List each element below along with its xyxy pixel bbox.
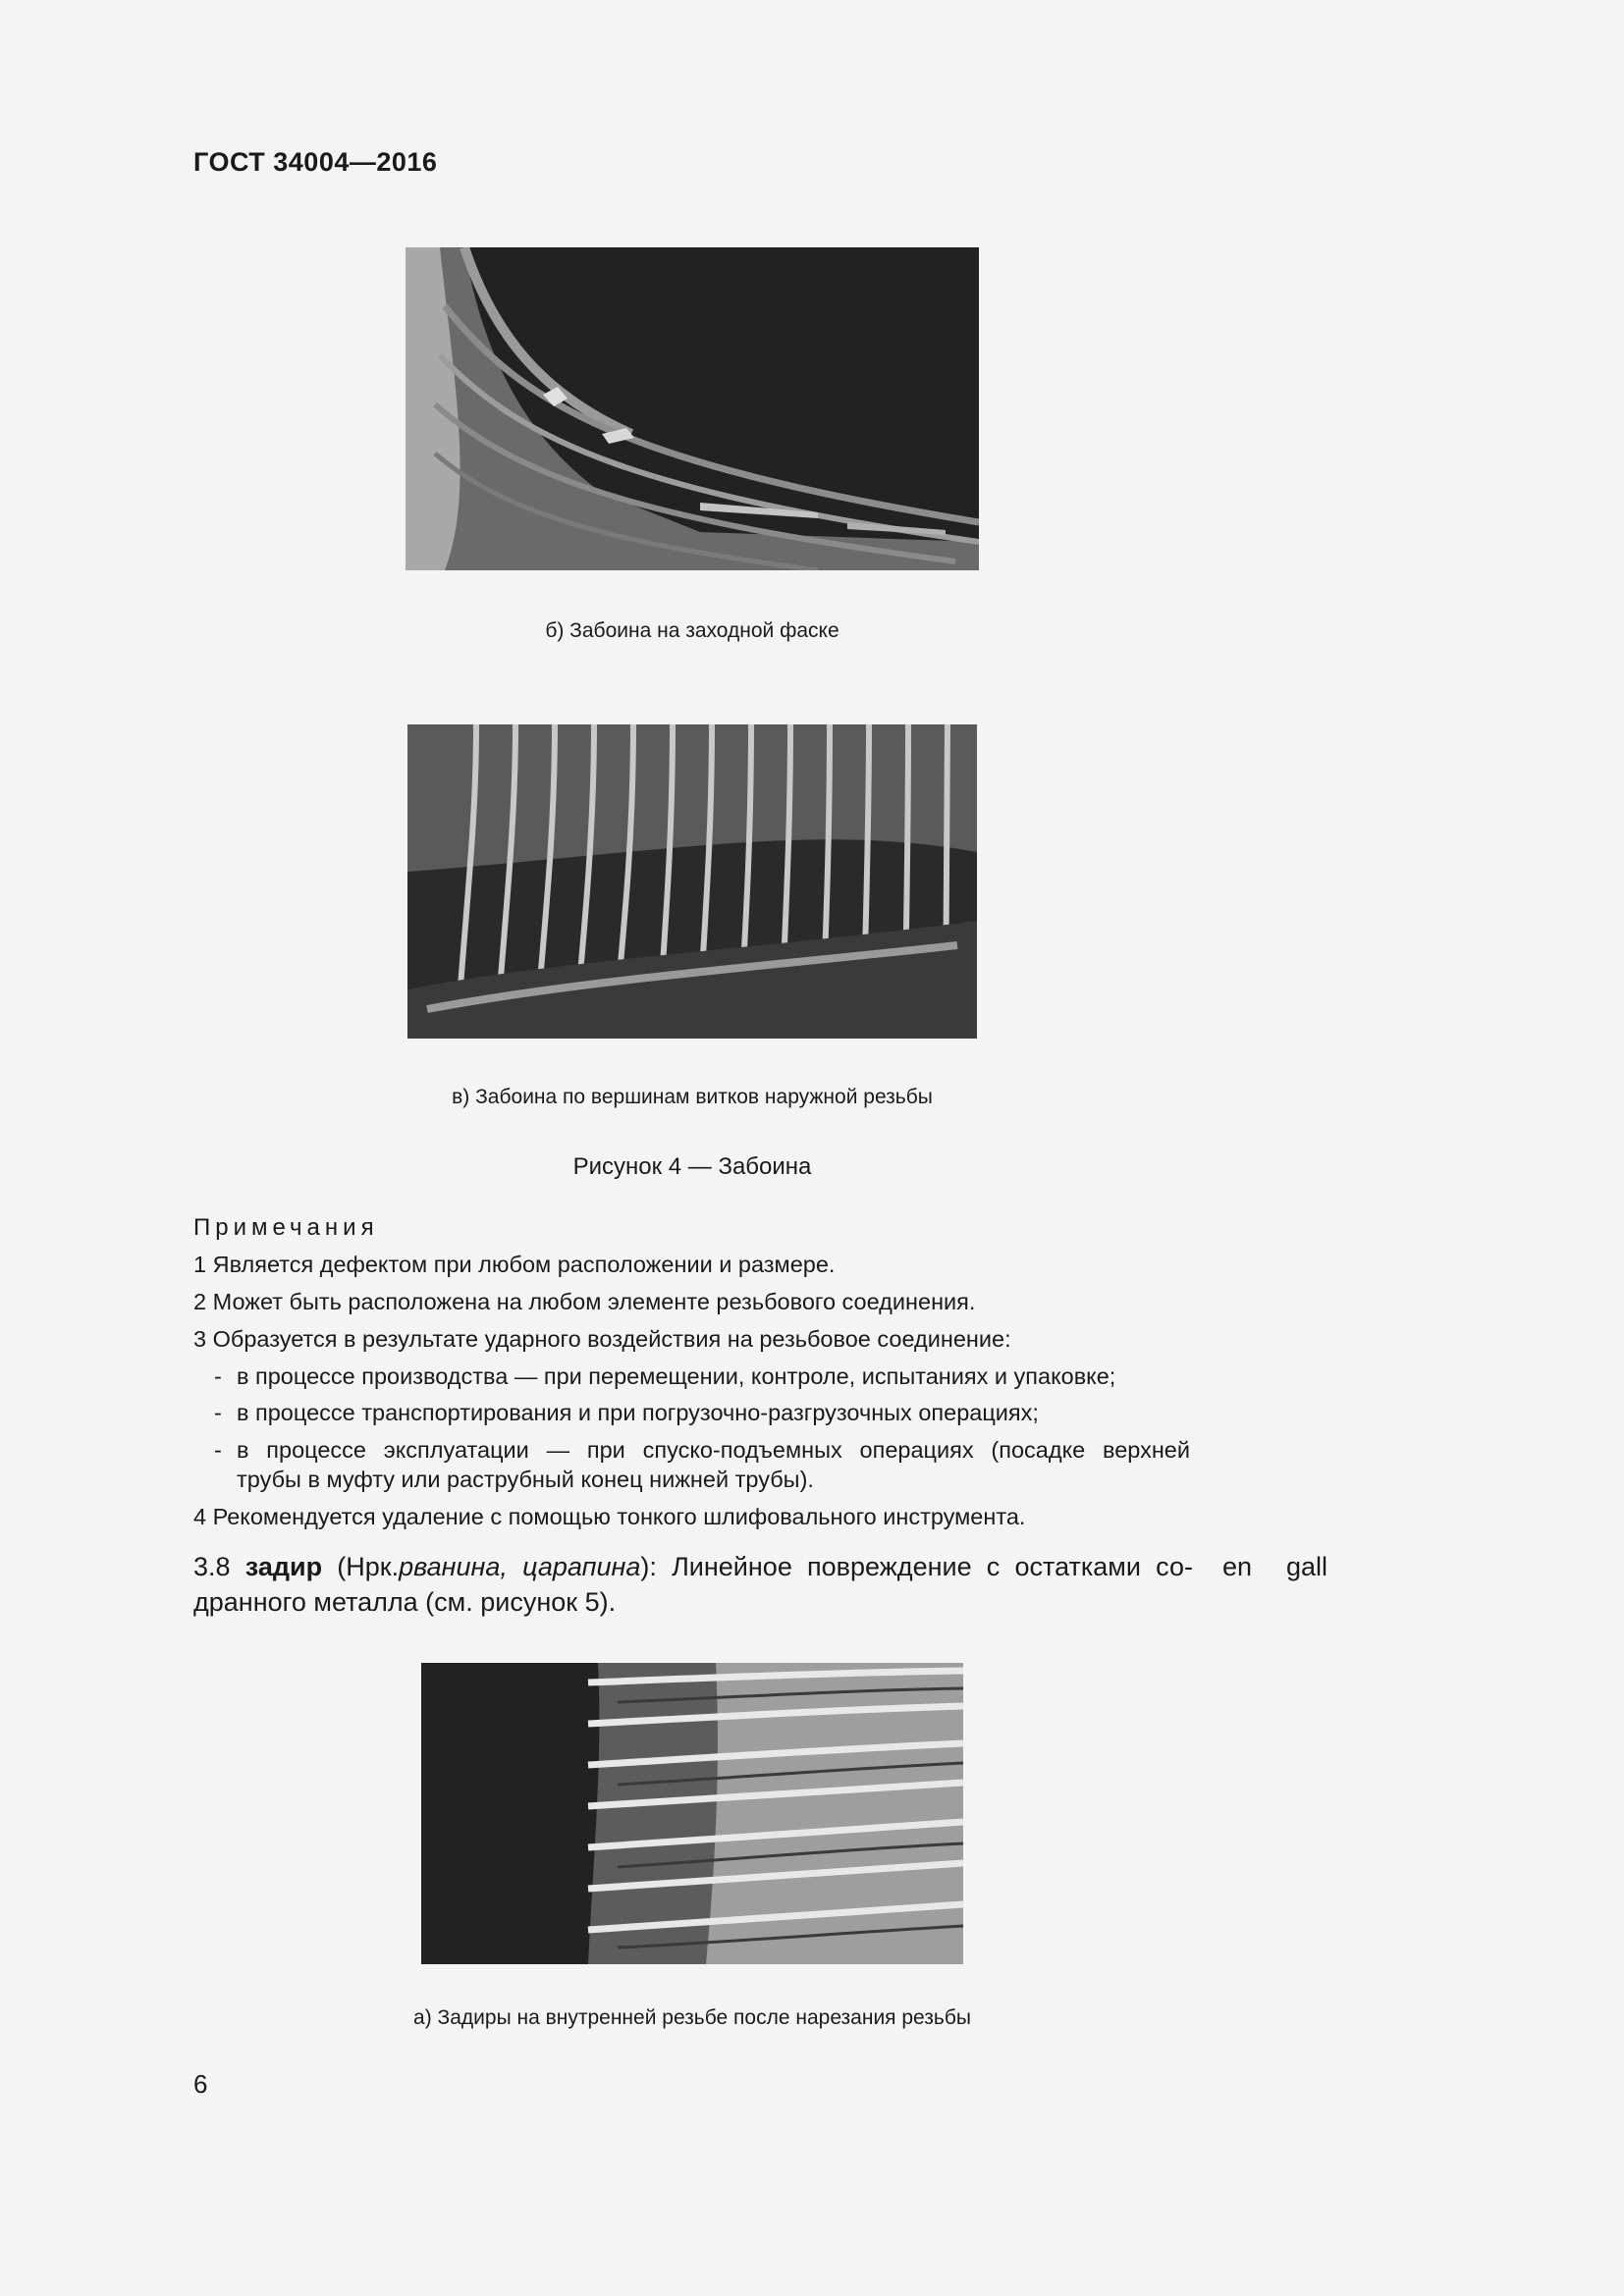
definition-paren-close: ): (640, 1552, 657, 1581)
figure-4b-caption: б) Забоина на заходной фаске (545, 619, 839, 642)
note-2: 2 Может быть расположена на любом элементе резьбового соединения. (193, 1289, 976, 1314)
page-number: 6 (193, 2069, 208, 2099)
note-3-item-3-continuation: трубы в муфту или раструбный конец нижней трубы). (237, 1467, 814, 1492)
definition-text-line1: Линейное повреждение с остатками со- (672, 1552, 1193, 1581)
english-term: gall (1286, 1552, 1328, 1581)
dash-marker: - (214, 1400, 222, 1425)
notes-heading: Примечания (193, 1214, 379, 1241)
note-1: 1 Является дефектом при любом расположении и размере. (193, 1252, 836, 1277)
definition-paren-open: (Нрк. (337, 1552, 400, 1581)
note-3: 3 Образуется в результате ударного воздействия на резьбовое соединение: (193, 1326, 1011, 1352)
note-3-item-1: в процессе производства — при перемещении, контроле, испытаниях и упаковке; (237, 1363, 1116, 1389)
figure-4-title: Рисунок 4 — Забоина (572, 1153, 812, 1180)
note-3-item-3: в процессе эксплуатации — при спуско-подъемных операциях (посадке верхней (237, 1437, 1190, 1463)
thread-photo-5a (421, 1663, 963, 1964)
figure-5a-caption: а) Задиры на внутренней резьбе после нарезания резьбы (413, 2006, 971, 2029)
thread-photo-b (406, 247, 979, 570)
definition-text-line2: дранного металла (см. рисунок 5). (193, 1587, 617, 1617)
dash-marker: - (214, 1437, 222, 1463)
definition-synonyms: рванина, царапина (399, 1552, 641, 1581)
definition-3-8 (193, 1549, 1328, 1620)
note-3-item-2: в процессе транспортирования и при погрузочно-разгрузочных операциях; (237, 1400, 1039, 1425)
definition-number: 3.8 (193, 1552, 231, 1581)
photo-thread-crest-damage (407, 724, 977, 1039)
definition-term: задир (244, 1552, 323, 1581)
photo-chamfer-damage (406, 247, 979, 570)
photo-internal-thread-galls (421, 1663, 963, 1964)
thread-photo-v (407, 724, 977, 1039)
note-4: 4 Рекомендуется удаление с помощью тонкого шлифовального инструмента. (193, 1504, 1026, 1529)
dash-marker: - (214, 1363, 222, 1389)
english-lang-code: en (1222, 1552, 1253, 1581)
figure-4v-caption: в) Забоина по вершинам витков наружной резьбы (452, 1086, 933, 1108)
document-header: ГОСТ 34004—2016 (193, 147, 438, 177)
